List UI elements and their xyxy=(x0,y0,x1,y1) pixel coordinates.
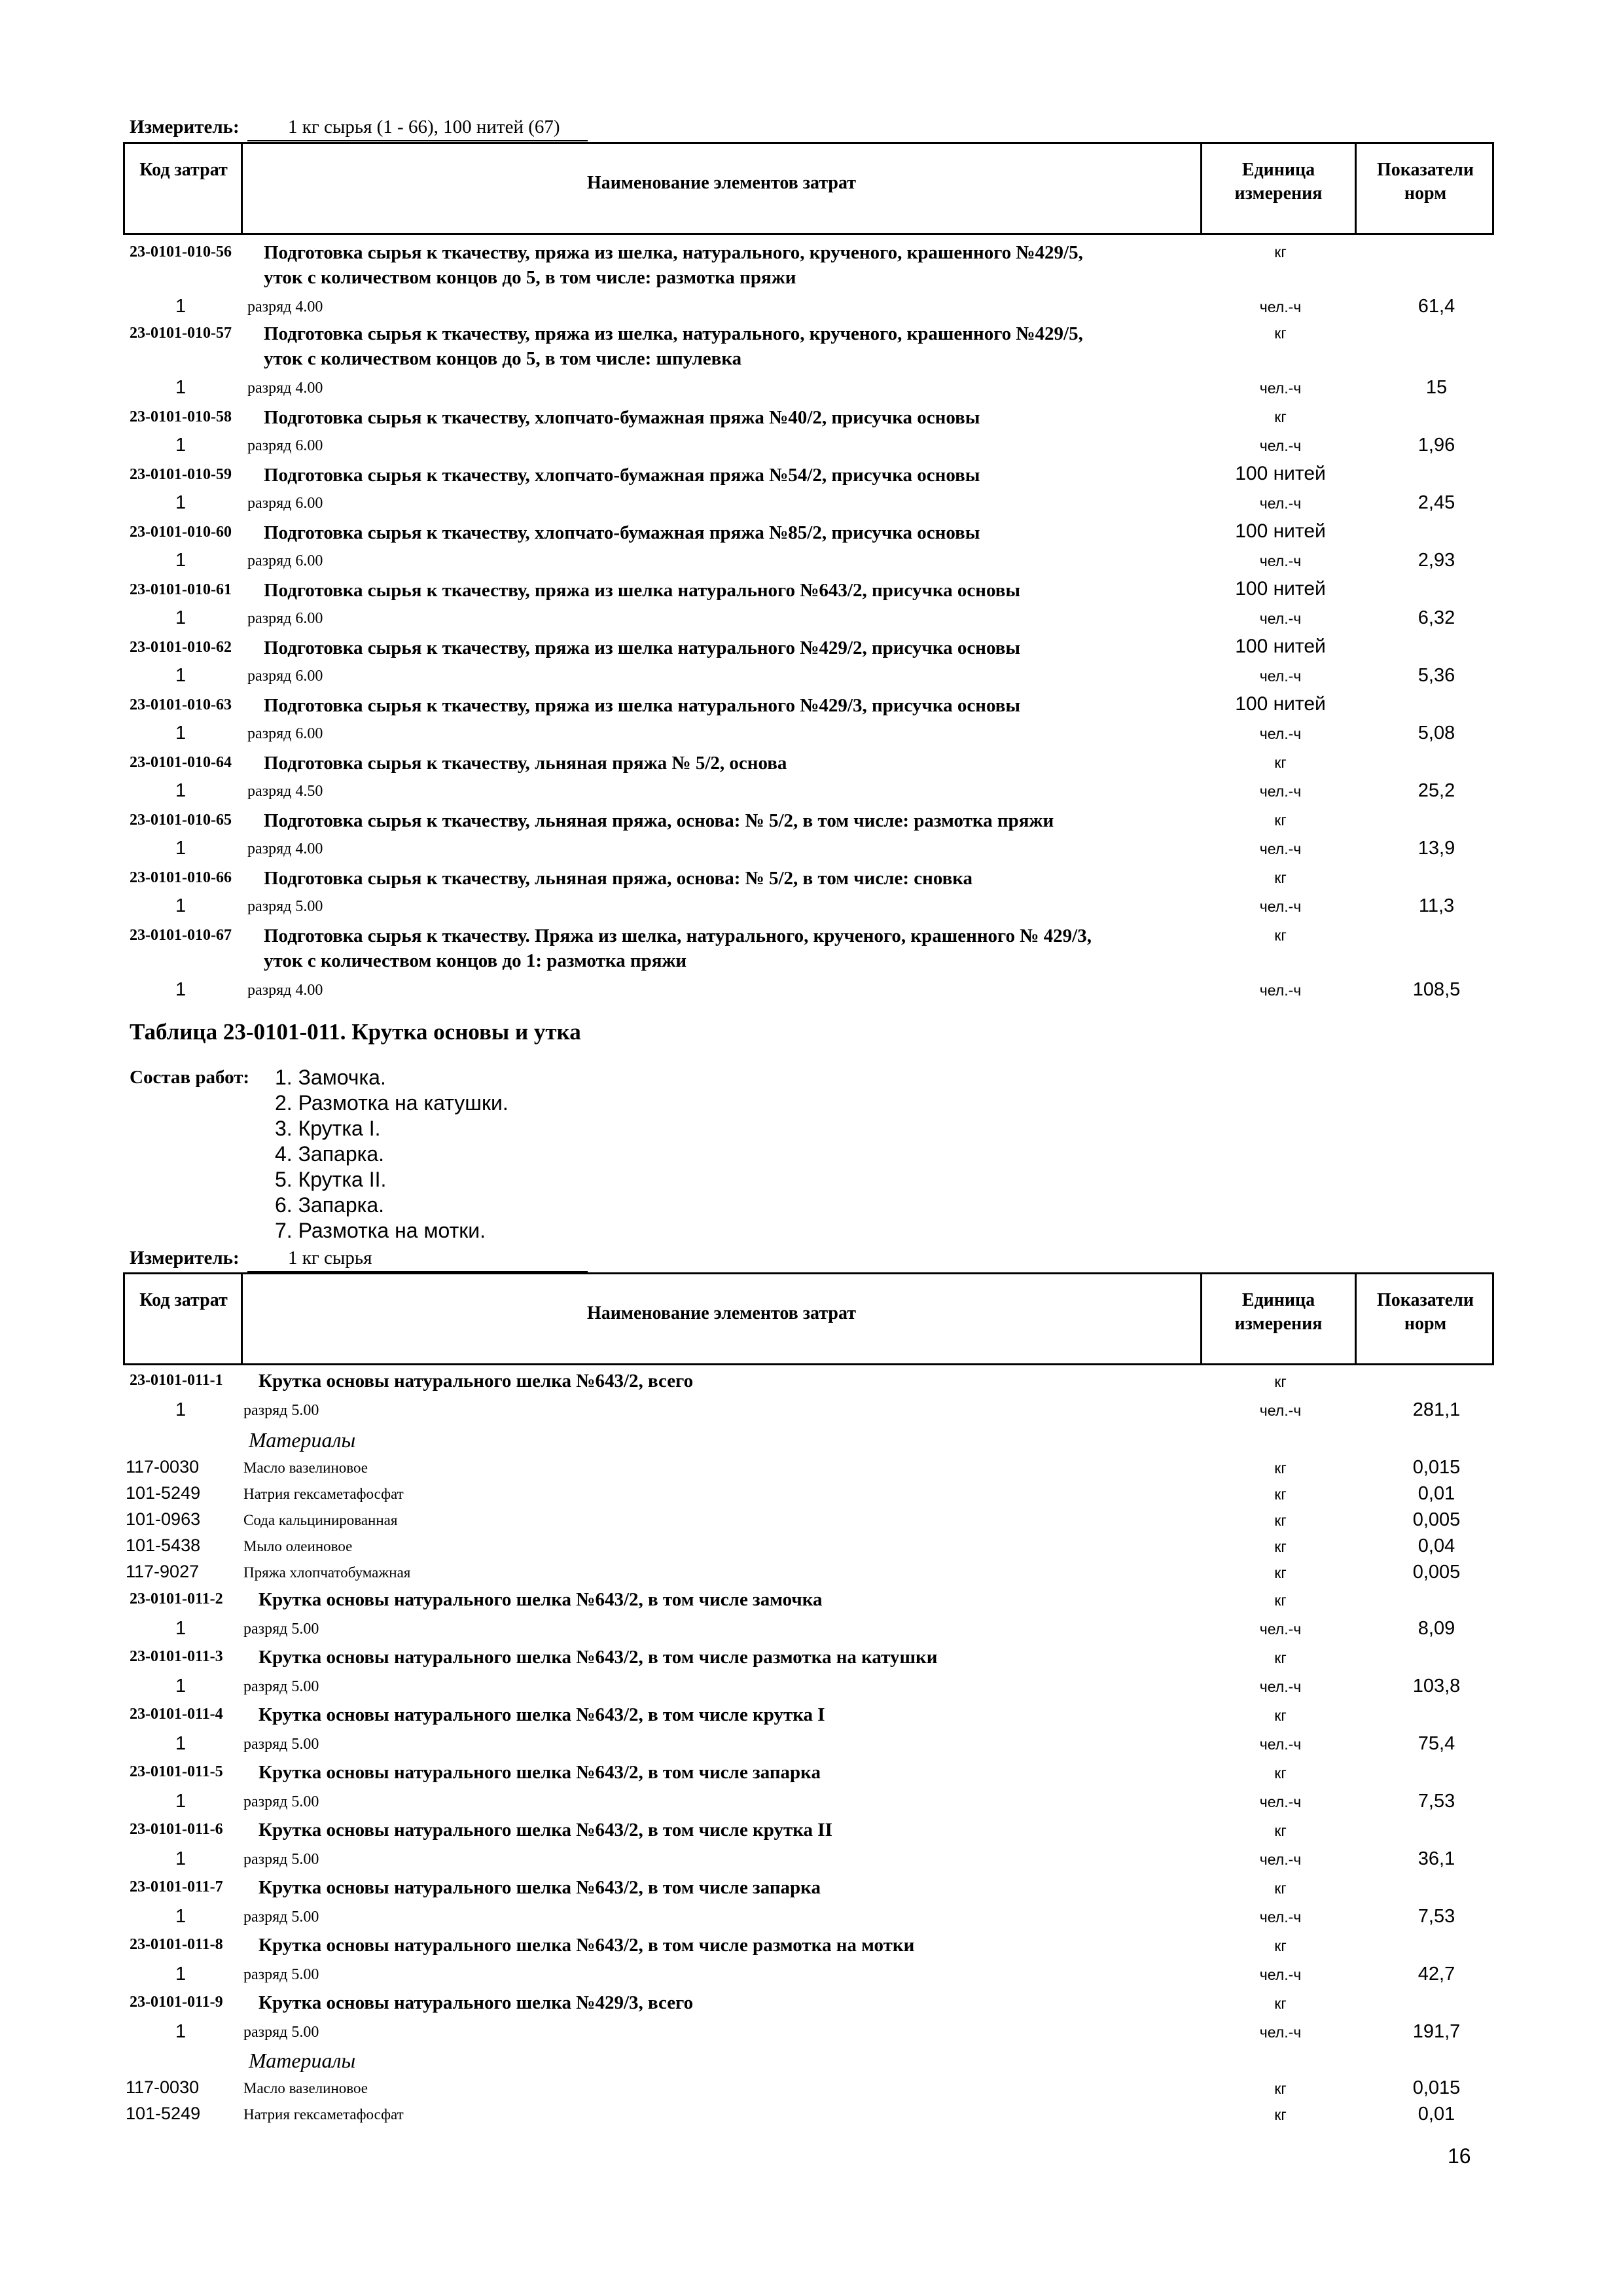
row-unit: кг xyxy=(1274,869,1287,886)
work-item: 6. Запарка. xyxy=(275,1193,385,1217)
sub-name: разряд 5.00 xyxy=(247,898,323,915)
row-name: Подготовка сырья к ткачеству, льняная пряжа № 5/2, основа xyxy=(264,753,787,774)
sub-unit: чел.-ч xyxy=(1259,1851,1302,1868)
sub-num: 1 xyxy=(175,296,187,317)
row-code: 23-0101-010-63 xyxy=(130,696,232,713)
row-unit: кг xyxy=(1274,1995,1287,2012)
row-name: Крутка основы натурального шелка №643/2, в том числе замочка xyxy=(259,1589,823,1610)
sub-name: разряд 6.00 xyxy=(247,495,323,512)
works-label: Состав работ: xyxy=(130,1067,250,1088)
row-code: 23-0101-011-9 xyxy=(130,1994,223,2011)
row-unit: кг xyxy=(1274,1707,1287,1724)
sub-unit: чел.-ч xyxy=(1259,380,1302,397)
sub-num: 1 xyxy=(175,435,187,456)
sub-unit: чел.-ч xyxy=(1259,1793,1302,1810)
material-unit: кг xyxy=(1274,2080,1287,2097)
page-number: 16 xyxy=(1448,2144,1471,2168)
sub-name: разряд 5.00 xyxy=(243,1621,319,1638)
work-item: 1. Замочка. xyxy=(275,1066,386,1089)
row-name: Подготовка сырья к ткачеству. Пряжа из шелка, натурального, крученого, крашенного № 429/3, xyxy=(264,925,1092,946)
sub-num: 1 xyxy=(175,1733,187,1754)
sub-value: 75,4 xyxy=(1418,1733,1455,1754)
row-name: Крутка основы натурального шелка №643/2, в том числе запарка xyxy=(259,1877,821,1898)
sub-num: 1 xyxy=(175,1848,187,1869)
sub-unit: чел.-ч xyxy=(1259,725,1302,742)
material-name: Сода кальцинированная xyxy=(243,1512,398,1528)
row-code: 23-0101-011-3 xyxy=(130,1648,223,1665)
row-unit: кг xyxy=(1274,243,1287,260)
sub-unit: чел.-ч xyxy=(1259,1966,1302,1983)
material-name: Мыло олеиновое xyxy=(243,1538,353,1554)
material-value: 0,015 xyxy=(1412,2077,1461,2098)
meter-value: 1 кг сырья (1 - 66), 100 нитей (67) xyxy=(288,117,560,137)
row-name: Крутка основы натурального шелка №643/2, в том числе размотка на мотки xyxy=(259,1935,915,1956)
row-unit: 100 нитей xyxy=(1235,463,1326,484)
material-code: 117-0030 xyxy=(126,2077,200,2097)
row-code: 23-0101-011-4 xyxy=(130,1706,223,1723)
material-unit: кг xyxy=(1274,1564,1287,1581)
sub-value: 6,32 xyxy=(1418,607,1455,628)
sub-value: 61,4 xyxy=(1418,296,1455,317)
row-code: 23-0101-010-58 xyxy=(130,408,232,425)
sub-name: разряд 5.00 xyxy=(243,1402,319,1419)
sub-unit: чел.-ч xyxy=(1259,1909,1302,1926)
material-unit: кг xyxy=(1274,1512,1287,1529)
sub-unit: чел.-ч xyxy=(1259,840,1302,857)
material-name: Натрия гексаметафосфат xyxy=(243,1486,404,1502)
row-unit: кг xyxy=(1274,1822,1287,1839)
row-code: 23-0101-010-67 xyxy=(130,927,232,944)
material-unit: кг xyxy=(1274,1538,1287,1555)
row-unit: кг xyxy=(1274,1373,1287,1390)
row-name: Подготовка сырья к ткачеству, хлопчато-бумажная пряжа №85/2, присучка основы xyxy=(264,522,980,543)
meter-value-2: 1 кг сырья xyxy=(288,1247,372,1268)
sub-num: 1 xyxy=(175,1618,187,1639)
sub-name: разряд 4.00 xyxy=(247,380,323,397)
material-unit: кг xyxy=(1274,1460,1287,1477)
sub-value: 25,2 xyxy=(1418,780,1455,801)
sub-value: 5,36 xyxy=(1418,665,1455,686)
sub-unit: чел.-ч xyxy=(1259,2024,1302,2041)
row-unit: кг xyxy=(1274,812,1287,829)
sub-num: 1 xyxy=(175,2021,187,2042)
col-norm-header-1: Показатели xyxy=(1376,1290,1474,1310)
row-name-cont: уток с количеством концов до 5, в том числе: шпулевка xyxy=(264,348,742,369)
row-unit: кг xyxy=(1274,325,1287,342)
row-code: 23-0101-011-2 xyxy=(130,1590,223,1607)
sub-unit: чел.-ч xyxy=(1259,898,1302,915)
sub-name: разряд 6.00 xyxy=(247,610,323,627)
work-item: 2. Размотка на катушки. xyxy=(275,1091,508,1115)
sub-num: 1 xyxy=(175,838,187,859)
material-unit: кг xyxy=(1274,1486,1287,1503)
work-item: 4. Запарка. xyxy=(275,1142,385,1166)
sub-name: разряд 4.00 xyxy=(247,982,323,999)
sub-num: 1 xyxy=(175,723,187,744)
material-unit: кг xyxy=(1274,2106,1287,2123)
sub-value: 42,7 xyxy=(1418,1964,1455,1984)
sub-name: разряд 5.00 xyxy=(243,1736,319,1753)
sub-name: разряд 5.00 xyxy=(243,1678,319,1695)
material-value: 0,015 xyxy=(1412,1457,1461,1478)
material-code: 101-5249 xyxy=(126,1483,201,1503)
col-code-header: Код затрат xyxy=(139,1290,228,1310)
col-unit-header-1: Единица xyxy=(1241,1290,1315,1310)
material-name: Масло вазелиновое xyxy=(243,1460,368,1476)
row-unit: 100 нитей xyxy=(1235,693,1326,715)
col-unit-header-2: измерения xyxy=(1234,183,1323,204)
sub-value: 8,09 xyxy=(1418,1618,1455,1639)
sub-name: разряд 4.00 xyxy=(247,298,323,315)
row-code: 23-0101-011-7 xyxy=(130,1878,223,1895)
row-code: 23-0101-010-61 xyxy=(130,581,232,598)
sub-name: разряд 5.00 xyxy=(243,1966,319,1983)
col-norm-header-2: норм xyxy=(1404,1314,1447,1334)
material-value: 0,04 xyxy=(1418,1535,1455,1556)
row-name: Подготовка сырья к ткачеству, льняная пряжа, основа: № 5/2, в том числе: размотка пряжи xyxy=(264,810,1054,831)
sub-num: 1 xyxy=(175,665,187,686)
sub-value: 2,93 xyxy=(1418,550,1455,571)
sub-value: 7,53 xyxy=(1418,1791,1455,1812)
row-name: Подготовка сырья к ткачеству, хлопчато-бумажная пряжа №54/2, присучка основы xyxy=(264,465,980,486)
row-unit: кг xyxy=(1274,408,1287,425)
row-code: 23-0101-011-8 xyxy=(130,1936,223,1953)
sub-unit: чел.-ч xyxy=(1259,1621,1302,1638)
sub-num: 1 xyxy=(175,550,187,571)
sub-value: 5,08 xyxy=(1418,723,1455,744)
row-unit: 100 нитей xyxy=(1235,578,1326,600)
sub-unit: чел.-ч xyxy=(1259,298,1302,315)
sub-name: разряд 5.00 xyxy=(243,1851,319,1868)
sub-value: 103,8 xyxy=(1412,1676,1461,1696)
materials-heading: Материалы xyxy=(249,1428,356,1452)
sub-unit: чел.-ч xyxy=(1259,1402,1302,1419)
row-name: Крутка основы натурального шелка №643/2, всего xyxy=(259,1371,694,1391)
row-code: 23-0101-011-5 xyxy=(130,1763,223,1780)
material-code: 101-5249 xyxy=(126,2104,201,2123)
sub-num: 1 xyxy=(175,1906,187,1927)
row-name: Крутка основы натурального шелка №643/2, в том числе крутка I xyxy=(259,1704,825,1725)
sub-value: 36,1 xyxy=(1418,1848,1455,1869)
col-unit-header-2: измерения xyxy=(1234,1314,1323,1334)
row-code: 23-0101-010-62 xyxy=(130,639,232,656)
sub-value: 2,45 xyxy=(1418,492,1455,513)
col-name-header: Наименование элементов затрат xyxy=(586,1303,857,1323)
sub-unit: чел.-ч xyxy=(1259,495,1302,512)
sub-name: разряд 5.00 xyxy=(243,1793,319,1810)
sub-name: разряд 6.00 xyxy=(247,552,323,569)
row-code: 23-0101-010-64 xyxy=(130,754,232,771)
row-code: 23-0101-010-57 xyxy=(130,325,232,342)
sub-name: разряд 4.00 xyxy=(247,840,323,857)
material-code: 117-0030 xyxy=(126,1457,200,1477)
sub-value: 13,9 xyxy=(1418,838,1455,859)
sub-unit: чел.-ч xyxy=(1259,668,1302,685)
meter-label-2: Измеритель: xyxy=(130,1247,240,1268)
col-norm-header-1: Показатели xyxy=(1376,160,1474,180)
sub-value: 281,1 xyxy=(1412,1399,1461,1420)
row-unit: кг xyxy=(1274,1592,1287,1609)
material-code: 101-5438 xyxy=(126,1535,201,1555)
sub-value: 1,96 xyxy=(1418,435,1455,456)
material-name: Натрия гексаметафосфат xyxy=(243,2106,404,2123)
sub-unit: чел.-ч xyxy=(1259,982,1302,999)
sub-unit: чел.-ч xyxy=(1259,1736,1302,1753)
material-value: 0,01 xyxy=(1418,1483,1455,1504)
work-item: 3. Крутка I. xyxy=(275,1117,381,1140)
row-name: Крутка основы натурального шелка №643/2, в том числе крутка II xyxy=(259,1820,832,1840)
sub-unit: чел.-ч xyxy=(1259,437,1302,454)
row-name: Подготовка сырья к ткачеству, пряжа из шелка натурального №643/2, присучка основы xyxy=(264,580,1021,601)
col-code-header: Код затрат xyxy=(139,160,228,180)
row-name: Подготовка сырья к ткачеству, пряжа из шелка, натурального, крученого, крашенного №429/5, xyxy=(264,242,1083,263)
material-value: 0,005 xyxy=(1412,1562,1461,1583)
meter-label: Измеритель: xyxy=(130,117,240,137)
row-code: 23-0101-010-60 xyxy=(130,524,232,541)
col-norm-header-2: норм xyxy=(1404,183,1447,204)
sub-name: разряд 5.00 xyxy=(243,2024,319,2041)
sub-name: разряд 6.00 xyxy=(247,725,323,742)
sub-num: 1 xyxy=(175,979,187,1000)
sub-num: 1 xyxy=(175,1676,187,1696)
sub-num: 1 xyxy=(175,1964,187,1984)
row-unit: кг xyxy=(1274,927,1287,944)
materials-heading: Материалы xyxy=(249,2049,356,2072)
work-item: 7. Размотка на мотки. xyxy=(275,1219,486,1242)
table-title: Таблица 23-0101-011. Крутка основы и утка xyxy=(130,1019,581,1045)
row-code: 23-0101-010-65 xyxy=(130,812,232,829)
material-value: 0,01 xyxy=(1418,2104,1455,2125)
sub-num: 1 xyxy=(175,607,187,628)
sub-num: 1 xyxy=(175,895,187,916)
row-unit: кг xyxy=(1274,1880,1287,1897)
row-code: 23-0101-011-1 xyxy=(130,1372,223,1389)
sub-unit: чел.-ч xyxy=(1259,783,1302,800)
row-name: Подготовка сырья к ткачеству, пряжа из шелка натурального №429/2, присучка основы xyxy=(264,637,1021,658)
sub-num: 1 xyxy=(175,1791,187,1812)
row-name: Крутка основы натурального шелка №429/3, всего xyxy=(259,1992,694,2013)
sub-value: 191,7 xyxy=(1412,2021,1461,2042)
row-name: Крутка основы натурального шелка №643/2, в том числе размотка на катушки xyxy=(259,1647,938,1668)
row-code: 23-0101-010-59 xyxy=(130,466,232,483)
sub-value: 108,5 xyxy=(1412,979,1461,1000)
row-unit: кг xyxy=(1274,754,1287,771)
sub-num: 1 xyxy=(175,492,187,513)
sub-name: разряд 6.00 xyxy=(247,668,323,685)
row-name: Крутка основы натурального шелка №643/2, в том числе запарка xyxy=(259,1762,821,1783)
sub-value: 11,3 xyxy=(1418,895,1455,916)
sub-num: 1 xyxy=(175,780,187,801)
material-value: 0,005 xyxy=(1412,1509,1461,1530)
col-name-header: Наименование элементов затрат xyxy=(586,173,857,193)
row-name: Подготовка сырья к ткачеству, хлопчато-бумажная пряжа №40/2, присучка основы xyxy=(264,407,980,428)
sub-unit: чел.-ч xyxy=(1259,1678,1302,1695)
material-code: 117-9027 xyxy=(126,1562,200,1581)
material-name: Масло вазелиновое xyxy=(243,2080,368,2096)
row-unit: кг xyxy=(1274,1937,1287,1954)
row-code: 23-0101-010-56 xyxy=(130,243,232,260)
material-code: 101-0963 xyxy=(126,1509,201,1529)
row-name: Подготовка сырья к ткачеству, льняная пряжа, основа: № 5/2, в том числе: сновка xyxy=(264,868,973,889)
meter-underline xyxy=(247,140,588,141)
sub-name: разряд 6.00 xyxy=(247,437,323,454)
sub-name: разряд 5.00 xyxy=(243,1909,319,1926)
row-unit: кг xyxy=(1274,1649,1287,1666)
sub-name: разряд 4.50 xyxy=(247,783,323,800)
row-unit: 100 нитей xyxy=(1235,520,1326,542)
row-name: Подготовка сырья к ткачеству, пряжа из шелка, натурального, крученого, крашенного №429/5, xyxy=(264,323,1083,344)
sub-num: 1 xyxy=(175,1399,187,1420)
sub-unit: чел.-ч xyxy=(1259,552,1302,569)
row-unit: кг xyxy=(1274,1765,1287,1782)
row-name-cont: уток с количеством концов до 5, в том числе: размотка пряжи xyxy=(264,267,796,288)
sub-num: 1 xyxy=(175,377,187,398)
row-code: 23-0101-010-66 xyxy=(130,869,232,886)
row-name-cont: уток с количеством концов до 1: размотка пряжи xyxy=(264,950,687,971)
row-name: Подготовка сырья к ткачеству, пряжа из шелка натурального №429/3, присучка основы xyxy=(264,695,1021,716)
col-unit-header-1: Единица xyxy=(1241,160,1315,180)
sub-unit: чел.-ч xyxy=(1259,610,1302,627)
row-code: 23-0101-011-6 xyxy=(130,1821,223,1838)
material-name: Пряжа хлопчатобумажная xyxy=(243,1564,411,1581)
row-unit: 100 нитей xyxy=(1235,636,1326,657)
work-item: 5. Крутка II. xyxy=(275,1168,387,1191)
sub-value: 7,53 xyxy=(1418,1906,1455,1927)
sub-value: 15 xyxy=(1425,377,1448,398)
